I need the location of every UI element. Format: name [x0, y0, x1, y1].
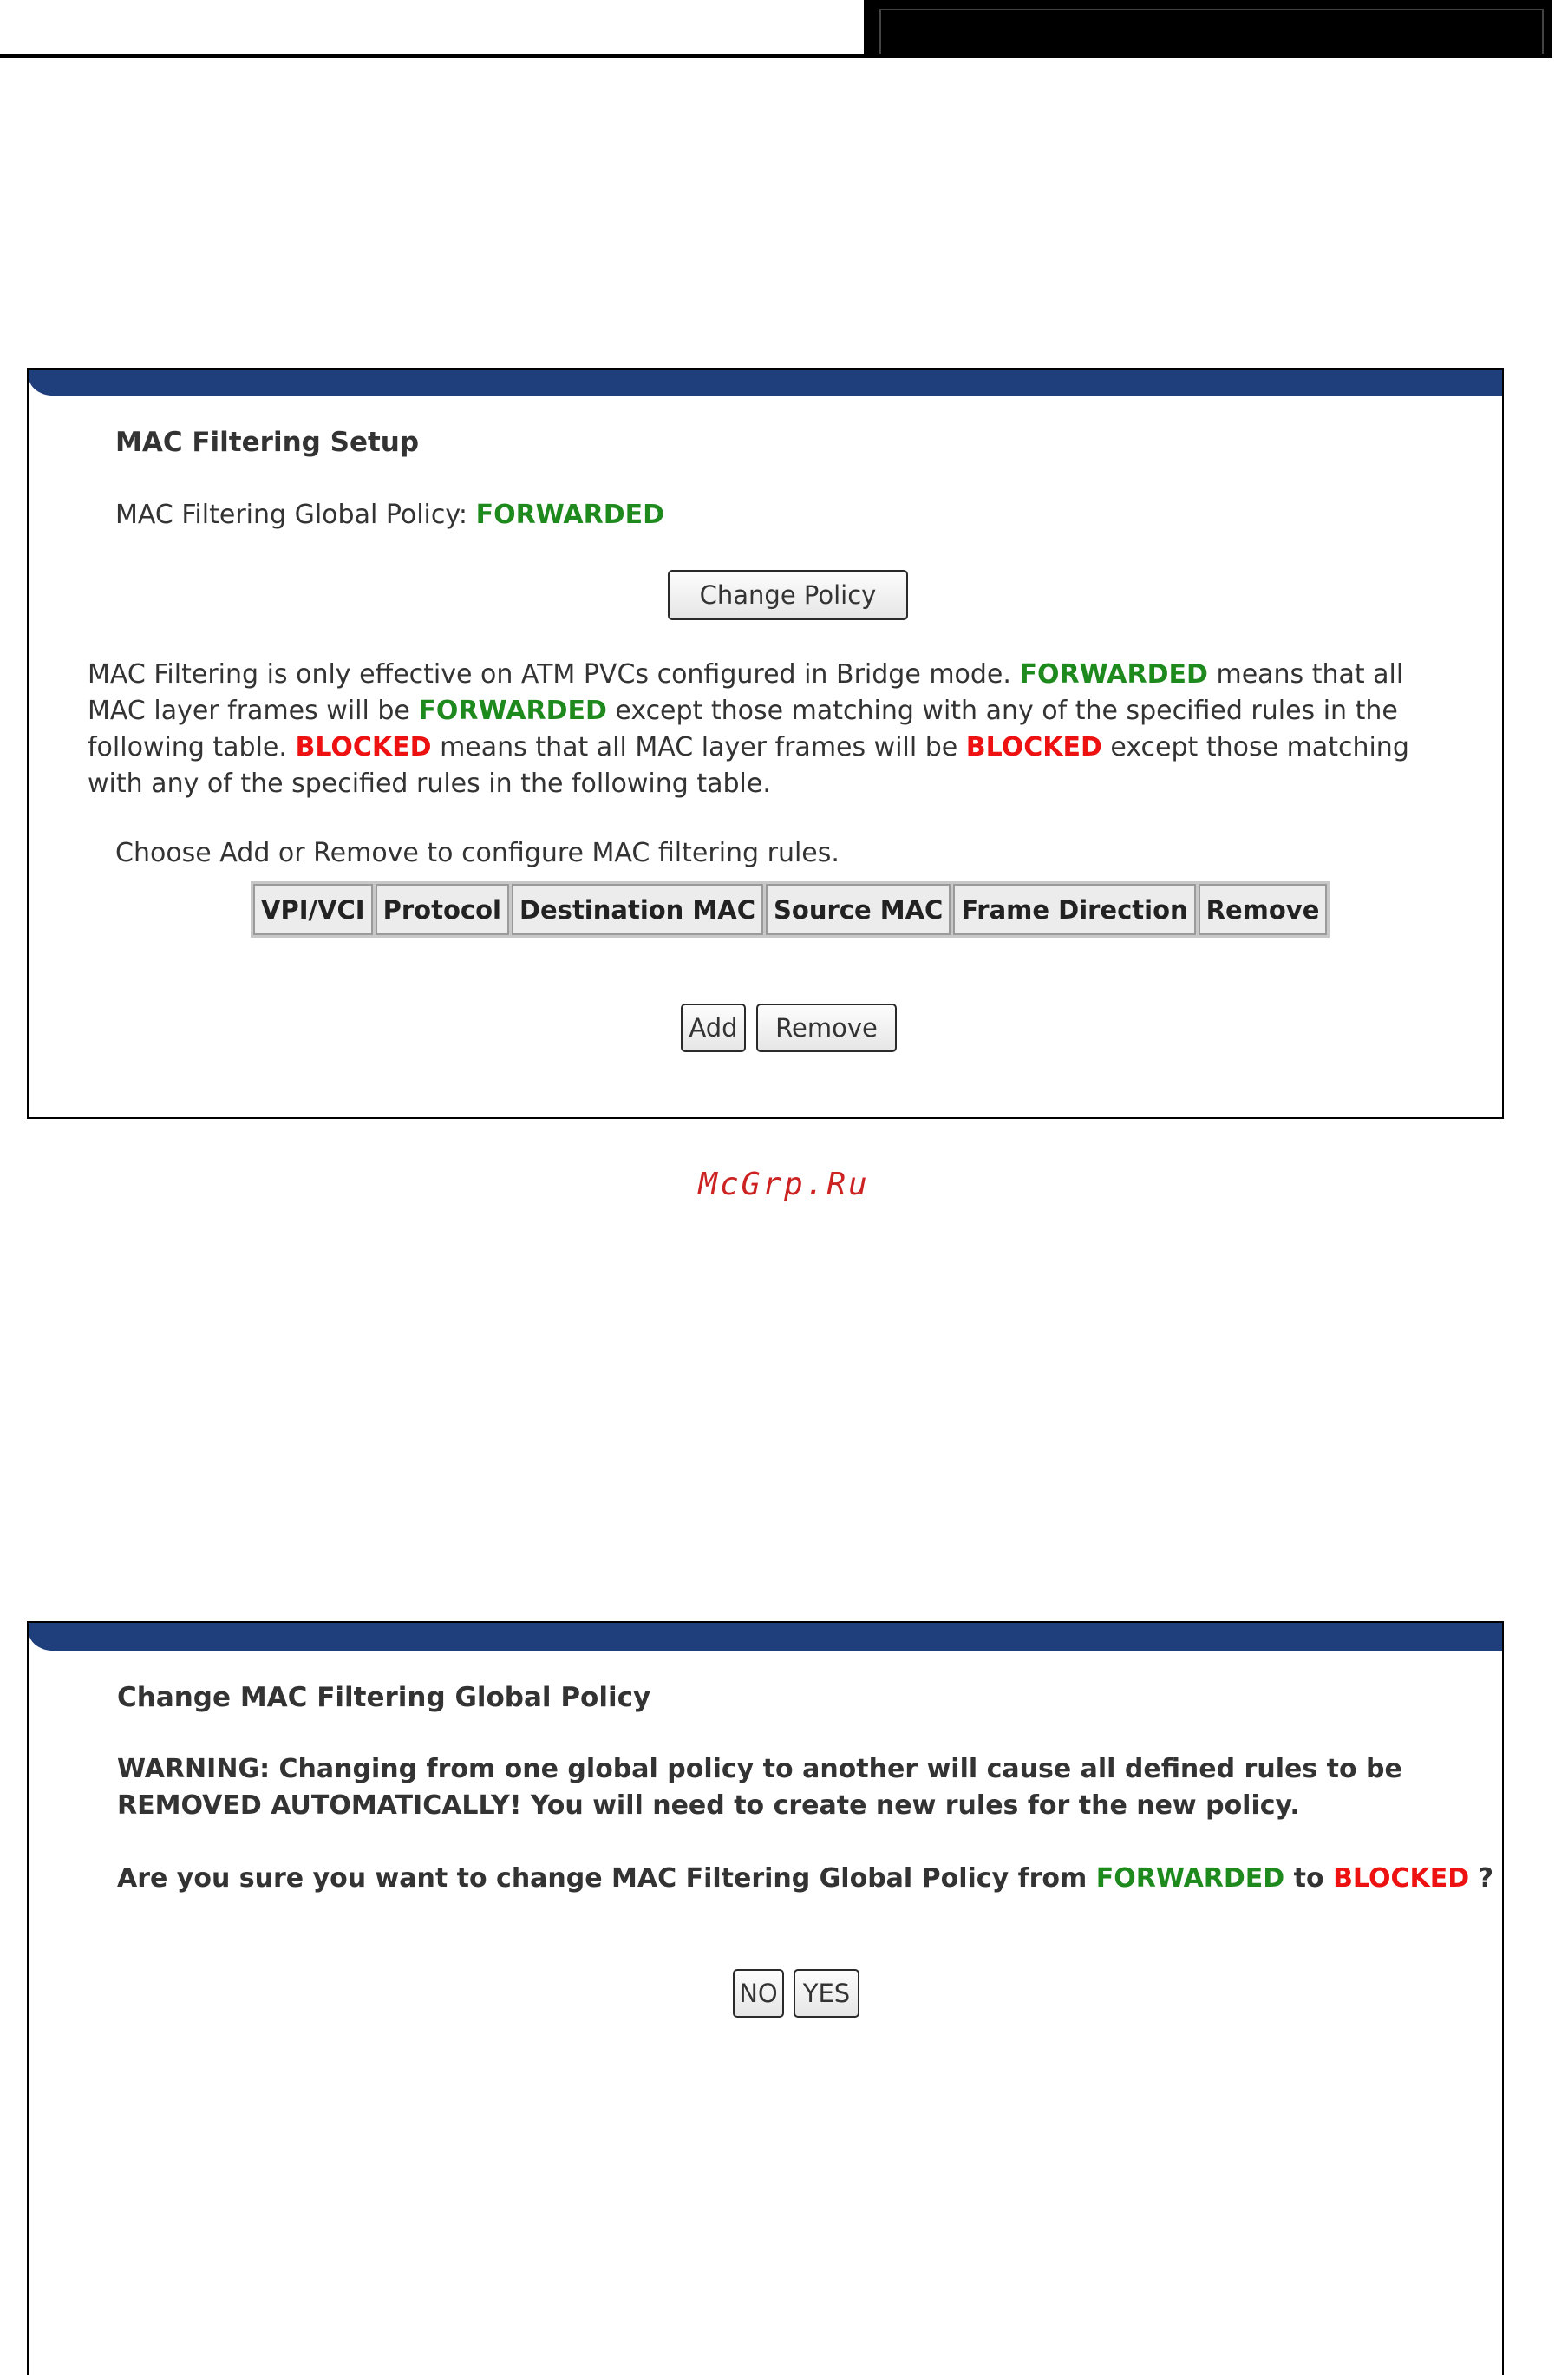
blocked-keyword: BLOCKED: [295, 732, 432, 762]
from-policy: FORWARDED: [1095, 1863, 1285, 1894]
page-title: MAC Filtering Setup: [115, 427, 420, 458]
header-rule: [0, 54, 1552, 58]
description-paragraph: [88, 657, 1449, 802]
column-header: Protocol: [376, 884, 509, 935]
blocked-keyword: BLOCKED: [965, 732, 1102, 762]
header-block-inset: [879, 9, 1544, 54]
global-policy-line: [115, 497, 664, 533]
description-text: except those matching with any of the specified rules in the following table.: [88, 696, 1398, 762]
confirm-question: [117, 1861, 1493, 1897]
question-text: Are you sure you want to change MAC Filtering Global Policy from: [117, 1863, 1096, 1894]
no-button[interactable]: NO: [733, 1969, 784, 2018]
instruction-text: Choose Add or Remove to configure MAC filtering rules.: [115, 838, 840, 868]
column-header: Destination MAC: [512, 884, 763, 935]
description-text: means that all MAC layer frames will be: [431, 732, 966, 762]
yes-button[interactable]: YES: [794, 1969, 859, 2018]
column-header: Remove: [1199, 884, 1328, 935]
column-header: VPI/VCI: [253, 884, 373, 935]
mac-rules-table: [251, 881, 1330, 938]
panel-header-bar: [29, 370, 1502, 396]
header-block: [864, 0, 1552, 54]
forwarded-keyword: FORWARDED: [1019, 659, 1208, 690]
add-button[interactable]: Add: [681, 1004, 746, 1052]
column-header: Source MAC: [766, 884, 951, 935]
global-policy-label: MAC Filtering Global Policy:: [115, 500, 476, 530]
warning-message: WARNING: Changing from one global policy to another will cause all defined rules to be REMOVED AUTOMATICALLY! You will need to create new rules for the new policy.: [117, 1754, 1402, 1821]
column-header: Frame Direction: [953, 884, 1195, 935]
description-text: means that all MAC layer frames will be: [88, 659, 1404, 726]
question-text: ?: [1469, 1863, 1493, 1894]
panel-header-bar: [29, 1623, 1502, 1651]
remove-button[interactable]: Remove: [756, 1004, 897, 1052]
forwarded-keyword: FORWARDED: [418, 696, 607, 726]
global-policy-value: FORWARDED: [475, 500, 665, 530]
change-policy-button[interactable]: Change Policy: [668, 570, 908, 620]
question-text: to: [1284, 1863, 1334, 1894]
table-header-row: [253, 884, 1327, 935]
dialog-title: Change MAC Filtering Global Policy: [117, 1682, 651, 1713]
description-text: except those matching with any of the specified rules in the following table.: [88, 732, 1409, 799]
watermark: McGrp.Ru: [698, 1167, 870, 1202]
to-policy: BLOCKED: [1333, 1863, 1470, 1894]
description-text: MAC Filtering is only effective on ATM PVCs configured in Bridge mode.: [88, 659, 1020, 690]
